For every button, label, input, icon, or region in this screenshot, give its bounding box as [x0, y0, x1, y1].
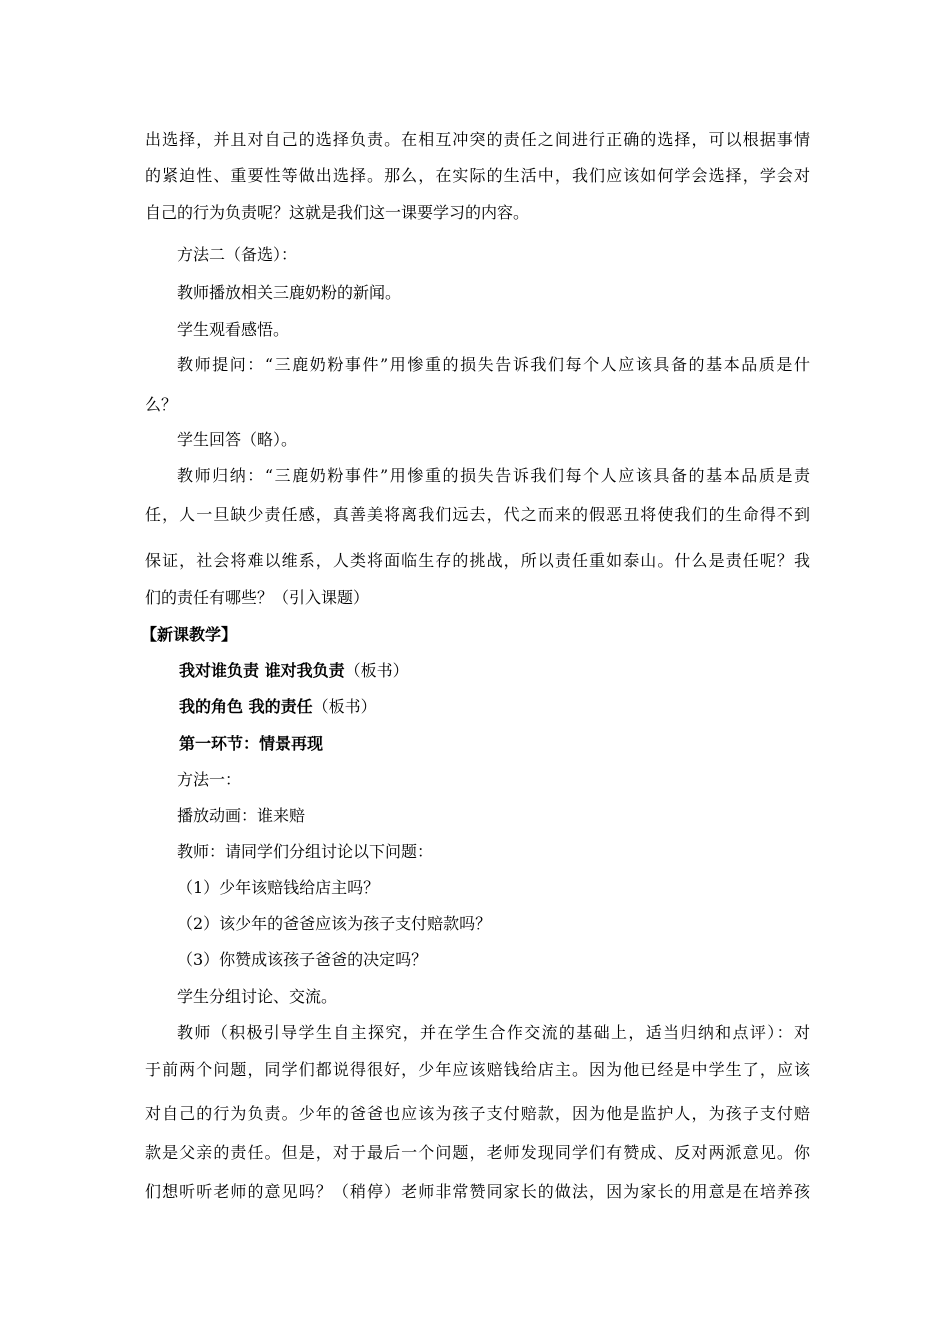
discussion-question: （2）该少年的爸爸应该为孩子支付赔款吗？	[177, 914, 492, 933]
board-title-1	[179, 659, 810, 683]
teacher-question-line: 教师提问：“三鹿奶粉事件”用惨重的损失告诉我们每个人应该具备的基本品质是什	[177, 355, 810, 374]
section-heading-new-lesson: 【新课教学】	[141, 625, 238, 644]
teacher-discussion-prompt: 教师：请同学们分组讨论以下问题：	[177, 842, 434, 861]
paragraph-line: 出选择，并且对自己的选择负责。在相互冲突的责任之间进行正确的选择，可以根据事情	[145, 130, 810, 149]
teacher-comment-line: 款是父亲的责任。但是，对于最后一个问题，老师发现同学们有赞成、反对两派意见。你	[145, 1143, 810, 1162]
board-note-1: （板书）	[344, 661, 409, 680]
paragraph-line: 自己的行为负责呢？这就是我们这一课要学习的内容。	[145, 203, 530, 222]
teacher-summary-line: 教师归纳：“三鹿奶粉事件”用惨重的损失告诉我们每个人应该具备的基本品质是责	[177, 466, 810, 485]
student-answer: 学生回答（略）。	[177, 430, 298, 449]
play-animation: 播放动画：谁来赔	[177, 806, 306, 825]
board-title-2	[179, 695, 810, 719]
method-one-label: 方法一：	[177, 770, 242, 789]
group-discussion: 学生分组讨论、交流。	[177, 987, 338, 1006]
board-title-2-text: 我的角色 我的责任	[179, 697, 313, 716]
discussion-question: （3）你赞成该孩子爸爸的决定吗？	[177, 950, 428, 969]
stage-one-heading: 第一环节：情景再现	[179, 734, 324, 753]
teacher-comment-line: 们想听听老师的意见吗？（稍停）老师非常赞同家长的做法，因为家长的用意是在培养孩	[145, 1182, 810, 1201]
board-title-1-text: 我对谁负责 谁对我负责	[179, 661, 345, 680]
discussion-question: （1）少年该赔钱给店主吗？	[177, 878, 380, 897]
teacher-comment-line: 于前两个问题，同学们都说得很好，少年应该赔钱给店主。因为他已经是中学生了，应该	[145, 1060, 810, 1079]
method-two-label: 方法二（备选）：	[177, 245, 298, 264]
teacher-comment-line: 教师（积极引导学生自主探究，并在学生合作交流的基础上，适当归纳和点评）：对	[177, 1023, 810, 1042]
teacher-summary-line: 保证，社会将难以维系，人类将面临生存的挑战，所以责任重如泰山。什么是责任呢？我	[145, 551, 810, 570]
paragraph-line: 的紧迫性、重要性等做出选择。那么，在实际的生活中，我们应该如何学会选择，学会对	[145, 166, 810, 185]
board-note-2: （板书）	[312, 697, 377, 716]
students-watch: 学生观看感悟。	[177, 320, 290, 339]
teacher-summary-line: 们的责任有哪些？（引入课题）	[145, 588, 370, 607]
teacher-summary-line: 任，人一旦缺少责任感，真善美将离我们远去，代之而来的假恶丑将使我们的生命得不到	[145, 505, 810, 524]
teacher-comment-line: 对自己的行为负责。少年的爸爸也应该为孩子支付赔款，因为他是监护人，为孩子支付赔	[145, 1104, 810, 1123]
teacher-plays-news: 教师播放相关三鹿奶粉的新闻。	[177, 283, 402, 302]
teacher-question-line: 么？	[145, 395, 178, 414]
